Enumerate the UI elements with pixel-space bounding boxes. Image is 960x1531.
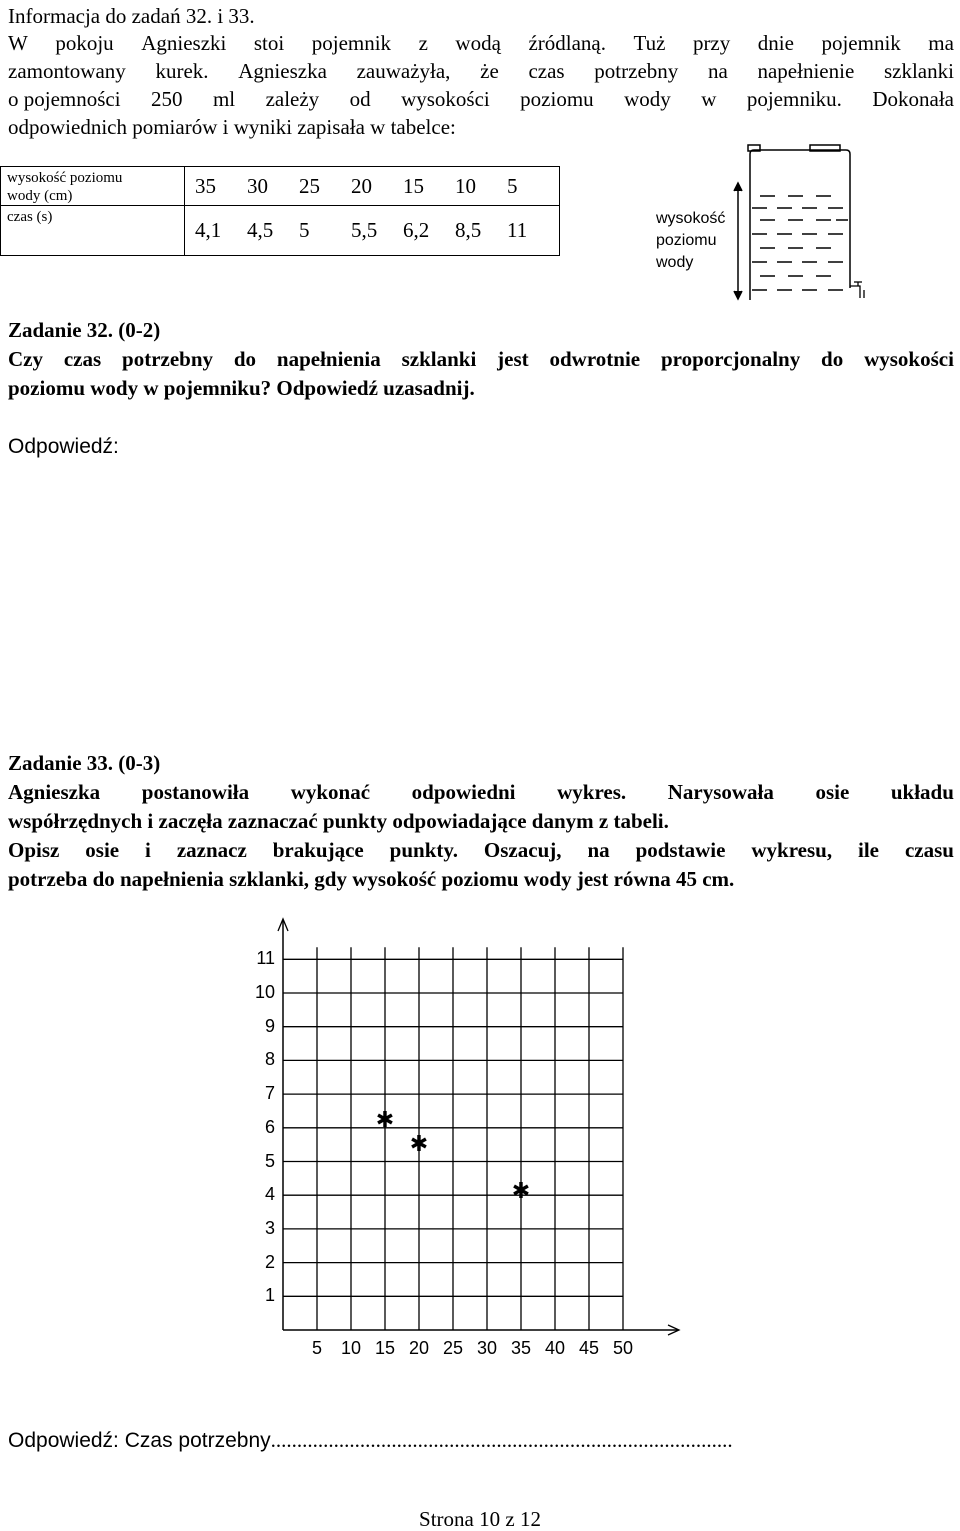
x-tick-label: 5 <box>311 1338 323 1358</box>
height-cell: 30 <box>247 173 268 198</box>
height-cell: 35 <box>195 173 216 198</box>
y-axis-arrow <box>278 919 288 931</box>
height-cell: 5 <box>507 173 518 198</box>
task-32-title: Zadanie 32. (0-2) <box>8 318 161 342</box>
data-point: ✱ <box>409 1131 429 1157</box>
answer-33-label: Odpowiedź: Czas potrzebny <box>8 1429 271 1452</box>
height-arrow <box>734 183 742 299</box>
intro-line-4: odpowiednich pomiarów i wyniki zapisała w tabelce: <box>8 115 456 139</box>
intro-line-1: W pokoju Agnieszki stoi pojemnik z wodą źródlaną. Tuż przy dnie pojemnik ma <box>8 31 954 55</box>
time-cell: 4,5 <box>247 218 274 242</box>
x-axis-arrow <box>668 1325 679 1335</box>
x-tick-label: 50 <box>612 1338 634 1358</box>
task-33-line-4: potrzeba do napełnienia szklanki, gdy wysokość poziomu wody jest równa 45 cm. <box>8 867 735 891</box>
y-tick-label: 5 <box>264 1150 275 1171</box>
container-label-3: wody <box>656 254 694 271</box>
answer-33-dots: ........................................................................................ <box>270 1428 733 1452</box>
time-cell: 8,5 <box>455 218 482 242</box>
time-cell: 5 <box>299 218 310 242</box>
water-container-illustration <box>730 140 880 305</box>
data-point: ✱ <box>375 1108 395 1134</box>
task-33-line-2: współrzędnych i zaczęła zaznaczać punkty odpowiadające danym z tabeli. <box>8 809 669 833</box>
x-tick-label: 15 <box>374 1338 396 1358</box>
y-tick-label: 11 <box>256 948 275 969</box>
y-tick-label: 8 <box>264 1049 275 1070</box>
container-label-1: wysokość <box>656 210 726 227</box>
x-tick-label: 30 <box>476 1338 498 1358</box>
container-label-2: poziomu <box>656 232 717 249</box>
y-tick-label: 2 <box>264 1251 275 1272</box>
x-tick-label: 35 <box>510 1338 532 1358</box>
row-label-time: czas (s) <box>1 206 185 256</box>
row-label-height: wysokość poziomu wody (cm) <box>1 167 185 206</box>
y-tick-label: 10 <box>254 982 275 1002</box>
y-tick-label: 1 <box>264 1285 275 1306</box>
intro-line-2: zamontowany kurek. Agnieszka zauważyła, że czas potrzebny na napełnienie szklanki <box>8 59 954 83</box>
y-tick-label: 4 <box>264 1184 275 1205</box>
answer-label-32: Odpowiedź: <box>8 435 119 458</box>
intro-line-3: o pojemności 250 ml zależy od wysokości poziomu wody w pojemniku. Dokonała <box>8 87 954 111</box>
height-values <box>185 167 560 206</box>
height-cell: 15 <box>403 173 424 198</box>
y-tick-label: 6 <box>264 1116 275 1137</box>
x-tick-label: 25 <box>442 1338 464 1358</box>
y-tick-label: 7 <box>264 1083 275 1104</box>
water-dashes <box>752 196 848 290</box>
height-cell: 20 <box>351 173 372 198</box>
tap-icon <box>850 282 864 298</box>
time-cell: 6,2 <box>403 218 430 242</box>
x-tick-label: 40 <box>544 1338 566 1358</box>
y-tick-label: 3 <box>264 1217 275 1238</box>
task-33-line-3: Opisz osie i zaznacz brakujące punkty. Oszacuj, na podstawie wykresu, ile czasu <box>8 838 954 862</box>
page-number: Strona 10 z 12 <box>419 1507 541 1531</box>
task-33-line-1: Agnieszka postanowiła wykonać odpowiedni wykres. Narysowała osie układu <box>8 780 954 804</box>
height-cell: 25 <box>299 173 320 198</box>
y-tick-label: 9 <box>264 1015 275 1036</box>
task-33-title: Zadanie 33. (0-3) <box>8 751 161 775</box>
time-cell: 4,1 <box>195 218 222 242</box>
x-tick-label: 45 <box>578 1338 600 1358</box>
time-cell: 11 <box>507 218 528 242</box>
task-32-line-2: poziomu wody w pojemniku? Odpowiedź uzasadnij. <box>8 376 475 400</box>
measurement-table <box>0 166 560 256</box>
time-cell: 5,5 <box>351 218 378 242</box>
x-tick-label: 20 <box>408 1338 430 1358</box>
data-point: ✱ <box>511 1178 531 1204</box>
height-cell: 10 <box>455 173 476 198</box>
task-32-line-1: Czy czas potrzebny do napełnienia szklanki jest odwrotnie proporcjonalny do wysokości <box>8 347 954 371</box>
info-heading: Informacja do zadań 32. i 33. <box>8 4 255 28</box>
answer-33 <box>8 1430 733 1451</box>
x-tick-label: 10 <box>340 1338 362 1358</box>
time-values <box>185 206 560 256</box>
